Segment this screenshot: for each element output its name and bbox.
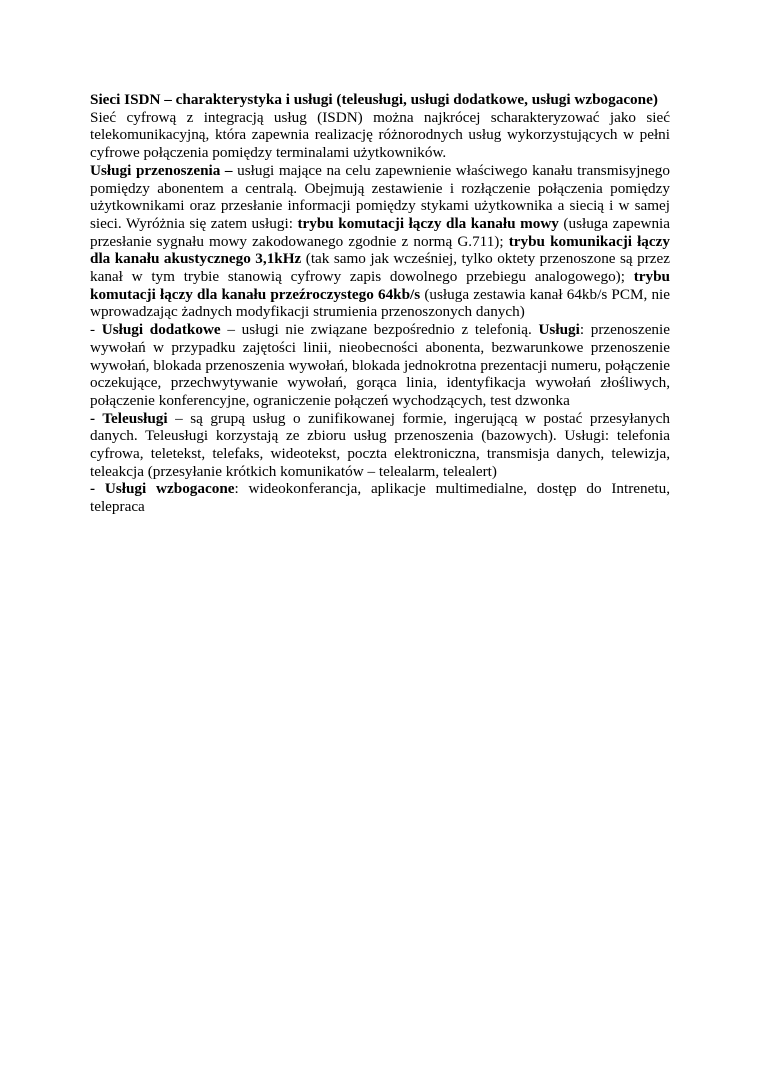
document-body xyxy=(90,91,670,516)
teleservices-paragraph xyxy=(90,410,670,481)
supplementary-label: Usługi xyxy=(538,321,580,339)
teleservices-prefix: - xyxy=(90,409,103,427)
bearer-services-paragraph xyxy=(90,162,670,321)
bearer-mode-audio: trybu komunikacji łączy dla kanału akustycznego 3,1kHz xyxy=(90,232,670,268)
bearer-text-2: (usługa zapewnia przesłanie sygnału mowy zakodowanego zgodnie z normą G.711); xyxy=(90,214,670,250)
bearer-text-3: (tak samo jak wcześniej, tylko oktety przenoszone są przez kanał w tym trybie stanowią cyfrowy zapis dowolnego przebiegu analogowego); xyxy=(90,250,670,286)
supplementary-text-1: – usługi nie związane bezpośrednio z telefonią. xyxy=(220,321,539,339)
enhanced-services-heading: Usługi wzbogacone xyxy=(104,480,235,498)
enhanced-prefix: - xyxy=(90,480,105,498)
bearer-text-4: (usługa zestawia kanał 64kb/s PCM, nie wprowadzając żadnych modyfikacji strumienia przenoszonych danych) xyxy=(90,285,670,321)
teleservices-text: – są grupą usług o zunifikowanej formie, ingerującą w postać przesyłanych danych. Teleusługi korzystają ze zbioru usług przenoszenia (bazowych). Usługi: telefonia cyfrowa, teletekst, telefaks, wideotekst, poczta elektroniczna, transmisja danych, telewizja, teleakcja (przesyłanie krótkich komunikatów – telealarm, telealert) xyxy=(90,409,670,480)
enhanced-services-paragraph xyxy=(90,480,670,515)
document-title: Sieci ISDN – charakterystyka i usługi (teleusługi, usługi dodatkowe, usługi wzbogacone) xyxy=(90,91,658,108)
supplementary-services-heading: Usługi dodatkowe xyxy=(101,321,221,339)
enhanced-text: : wideokonferancja, aplikacje multimedialne, dostęp do Intrenetu, telepraca xyxy=(90,480,670,516)
bearer-mode-speech: trybu komutacji łączy dla kanału mowy xyxy=(297,214,559,232)
bearer-text-1: usługi mające na celu zapewnienie właściwego kanału transmisyjnego pomiędzy abonentem a centralą. Obejmują zestawienie i rozłączenie połączenia pomiędzy użytkownikami oraz przesłanie informacji pomiędzy stykami użytkownika a siecią i w samej sieci. Wyróżnia się zatem usługi: xyxy=(90,161,670,232)
bearer-services-heading: Usługi przenoszenia – xyxy=(90,161,233,179)
supplementary-services-paragraph xyxy=(90,321,670,410)
intro-paragraph: Sieć cyfrową z integracją usług (ISDN) można najkrócej scharakteryzować jako sieć telekomunikacyjną, która zapewnia realizację różnorodnych usług wykorzystujących w pełni cyfrowe połączenia pomiędzy terminalami użytkowników. xyxy=(90,108,670,162)
supplementary-prefix: - xyxy=(90,321,102,339)
bearer-mode-transparent: trybu komutacji łączy dla kanału przeźroczystego 64kb/s xyxy=(90,268,670,303)
supplementary-text-2: : przenoszenie wywołań w przypadku zajętości linii, nieobecności abonenta, bezwarunkowe przenoszenie wywołań, blokada przenoszenia wywołań, blokada jednokrotna prezentacji numeru, połączenie oczekujące, przechwytywanie wywołań, gorąca linia, identyfikacja wywołań złośliwych, połączenie konferencyjne, ograniczenie połączeń wychodzących, test dzwonka xyxy=(90,321,670,409)
teleservices-heading: Teleusługi xyxy=(102,409,168,427)
